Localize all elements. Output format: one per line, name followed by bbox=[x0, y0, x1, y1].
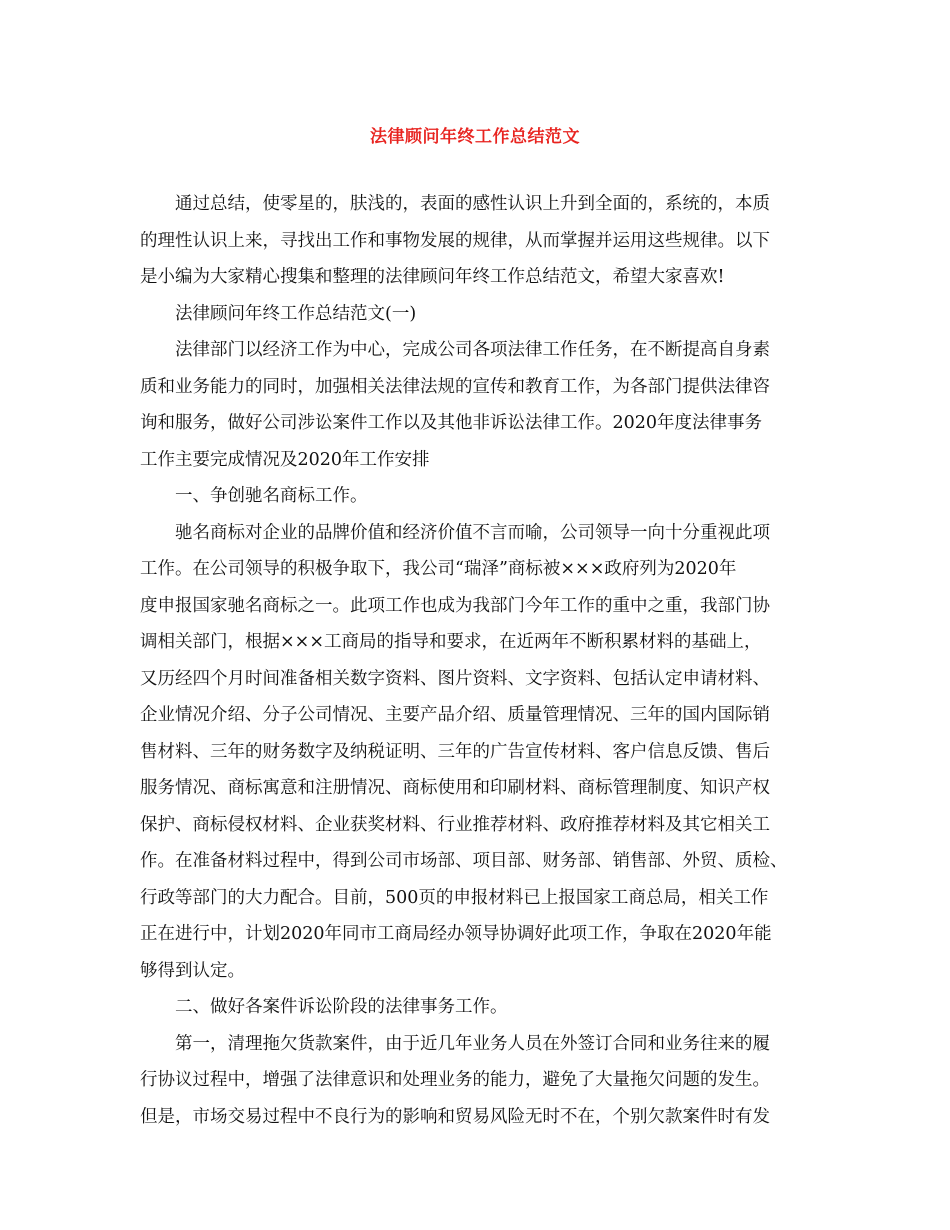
body-line: 工作。在公司领导的积极争取下，我公司“瑞泽”商标被×××政府列为2020年 bbox=[140, 559, 737, 579]
body-line: 服务情况、商标寓意和注册情况、商标使用和印刷材料、商标管理制度、知识产权 bbox=[140, 778, 770, 798]
body-line: 企业情况介绍、分子公司情况、主要产品介绍、质量管理情况、三年的国内国际销 bbox=[140, 705, 770, 725]
body-line: 法律部门以经济工作为中心，完成公司各项法律工作任务，在不断提高自身素 bbox=[175, 340, 770, 360]
body-line: 是小编为大家精心搜集和整理的法律顾问年终工作总结范文，希望大家喜欢! bbox=[140, 267, 725, 287]
document-title: 法律顾问年终工作总结范文 bbox=[370, 127, 580, 147]
document-body bbox=[140, 186, 830, 1135]
body-line: 询和服务，做好公司涉讼案件工作以及其他非诉讼法律工作。2020年度法律事务 bbox=[140, 413, 763, 433]
body-line: 行政等部门的大力配合。目前，500页的申报材料已上报国家工商总局，相关工作 bbox=[140, 887, 769, 908]
body-line: 保护、商标侵权材料、企业获奖材料、行业推荐材料、政府推荐材料及其它相关工 bbox=[140, 814, 770, 835]
body-line: 质和业务能力的同时，加强相关法律法规的宣传和教育工作，为各部门提供法律咨 bbox=[140, 376, 770, 397]
body-line: 一、争创驰名商标工作。 bbox=[175, 486, 368, 506]
body-line: 又历经四个月时间准备相关数字资料、图片资料、文字资料、包括认定申请材料、 bbox=[140, 668, 770, 689]
body-line: 正在进行中，计划2020年同市工商局经办领导协调好此项工作，争取在2020年能 bbox=[140, 924, 772, 944]
body-line: 的理性认识上来，寻找出工作和事物发展的规律，从而掌握并运用这些规律。以下 bbox=[140, 230, 770, 251]
body-line: 售材料、三年的财务数字及纳税证明、三年的广告宣传材料、客户信息反馈、售后 bbox=[140, 741, 770, 762]
body-line: 通过总结，使零星的，肤浅的，表面的感性认识上升到全面的，系统的，本质 bbox=[175, 194, 770, 214]
body-line: 第一，清理拖欠货款案件，由于近几年业务人员在外签订合同和业务往来的履 bbox=[175, 1033, 770, 1054]
body-line: 行协议过程中，增强了法律意识和处理业务的能力，避免了大量拖欠问题的发生。 bbox=[140, 1070, 770, 1090]
body-line: 法律顾问年终工作总结范文(一) bbox=[175, 303, 417, 324]
body-line: 但是，市场交易过程中不良行为的影响和贸易风险无时不在，个别欠款案件时有发 bbox=[140, 1106, 770, 1127]
body-line: 二、做好各案件诉讼阶段的法律事务工作。 bbox=[175, 997, 508, 1017]
body-line: 够得到认定。 bbox=[140, 960, 245, 981]
body-line: 工作主要完成情况及2020年工作安排 bbox=[140, 449, 430, 470]
body-line: 驰名商标对企业的品牌价值和经济价值不言而喻，公司领导一向十分重视此项 bbox=[175, 522, 770, 543]
body-line: 度申报国家驰名商标之一。此项工作也成为我部门今年工作的重中之重，我部门协 bbox=[140, 595, 770, 616]
body-line: 调相关部门，根据×××工商局的指导和要求，在近两年不断积累材料的基础上， bbox=[140, 632, 762, 652]
body-line: 作。在准备材料过程中，得到公司市场部、项目部、财务部、销售部、外贸、质检、 bbox=[140, 851, 788, 871]
